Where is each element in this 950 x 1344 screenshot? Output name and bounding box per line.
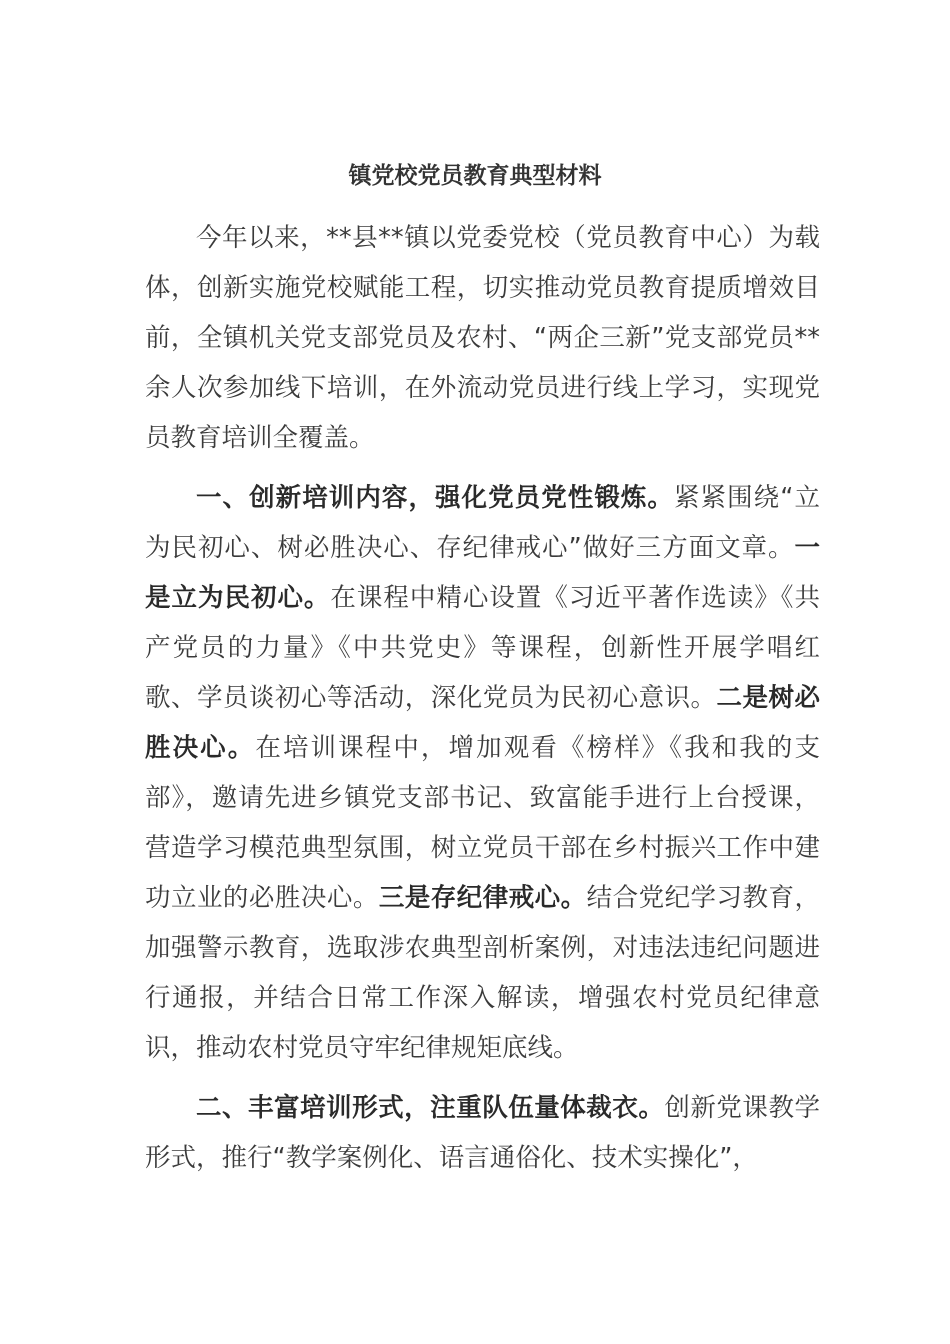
subpoint-heading: 三是存纪律戒心。: [378, 883, 587, 913]
paragraph-text: 在培训课程中，增加观看《榜样》《我和我的支部》，邀请先进乡镇党支部书记、致富能手进行上台授课，营造学习模范典型氛围，树立党员干部在乡村振兴工作中建功立业的必胜决心。: [145, 733, 820, 913]
subpoint-heading: 一是立为民初心。: [145, 533, 820, 613]
paragraph-intro: [145, 213, 820, 463]
section-heading: 一、创新培训内容，强化党员党性锻炼。: [196, 483, 674, 513]
paragraph-section-one: [145, 473, 820, 1073]
paragraph-text: 结合党纪学习教育，加强警示教育，选取涉农典型剖析案例，对违法违纪问题进行通报，并结合日常工作深入解读，增强农村党员纪律意识，推动农村党员守牢纪律规矩底线。: [145, 883, 820, 1063]
paragraph-text: 紧紧围绕“立为民初心、树必胜决心、存纪律戒心”做好三方面文章。: [145, 483, 820, 563]
section-heading: 二、丰富培训形式，注重队伍量体裁衣。: [196, 1093, 665, 1123]
paragraph-text: 今年以来，**县**镇以党委党校（党员教育中心）为载体，创新实施党校赋能工程，切实推动党员教育提质增效目前，全镇机关党支部党员及农村、“两企三新”党支部党员**余人次参加线下培训，在外流动党员进行线上学习，实现党员教育培训全覆盖。: [145, 223, 820, 453]
paragraph-text: 创新党课教学形式，推行“教学案例化、语言通俗化、技术实操化”，: [145, 1093, 820, 1173]
document-title: 镇党校党员教育典型材料: [348, 163, 602, 189]
paragraph-text: 在课程中精心设置《习近平著作选读》《共产党员的力量》《中共党史》等课程，创新性开展学唱红歌、学员谈初心等活动，深化党员为民初心意识。: [145, 583, 820, 713]
paragraph-section-two: [145, 1083, 820, 1183]
subpoint-heading: 二是树必胜决心。: [145, 683, 820, 763]
